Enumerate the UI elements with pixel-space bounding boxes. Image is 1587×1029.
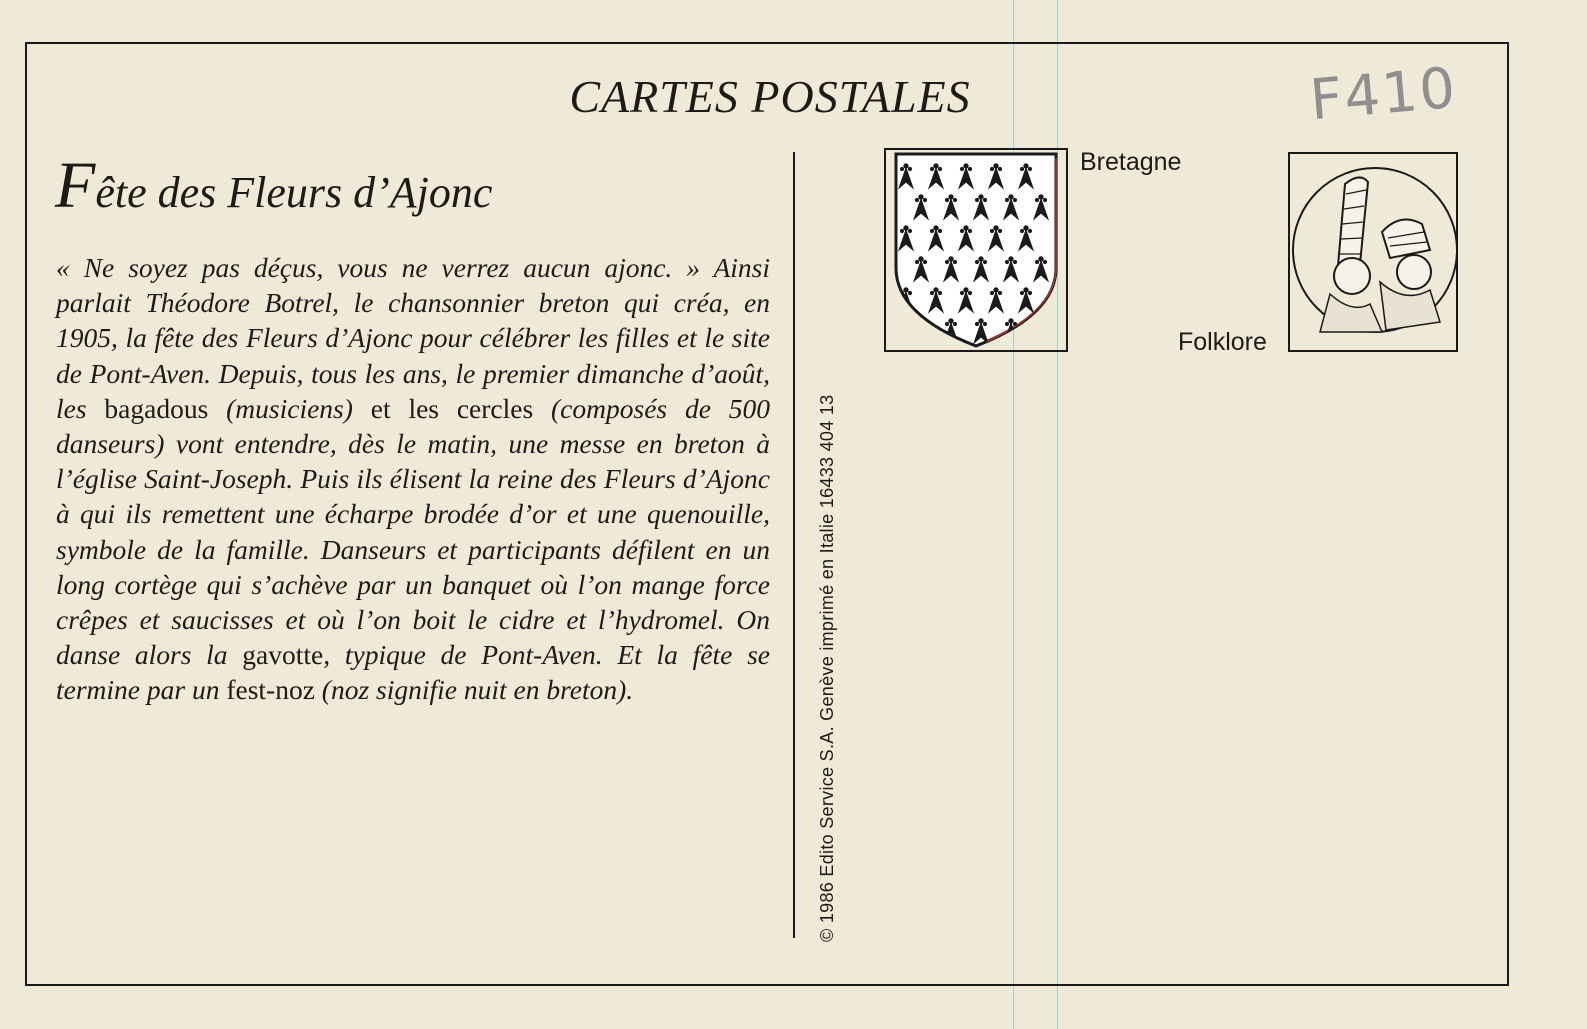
body-segment: bagadous [104,392,227,424]
pencil-annotation: F410 [1307,55,1460,134]
stamp-label-folklore: Folklore [1178,328,1267,356]
body-segment: gavotte [242,639,324,671]
stamp-label-bretagne: Bretagne [1080,148,1182,176]
body-segment: « Ne soyez pas déçus, vous ne verrez aucun ajonc. » Ainsi parlait Théodore Botrel, le chansonnier breton qui créa, en 1905, la fête des Fleurs d’Ajonc pour célébrer les filles et le site de Pont-Aven. Depuis, tous les ans, le premier dimanche d’août, les [56,252,770,424]
ermine-spot [914,319,928,343]
body-segment: et les cercles [370,392,552,424]
header-title: CARTES POSTALES [569,71,971,122]
ermine-spot [1034,319,1048,343]
stamp-bretagne [884,148,1068,352]
card-title [55,148,492,224]
body-segment: , typique de Pont-Aven. Et la fête se termine par un [56,639,770,706]
body-text [56,250,770,708]
breton-women-icon [1290,154,1456,350]
card-title-rest: ête des Fleurs d’Ajonc [95,168,493,217]
body-segment: (composés de 500 danseurs) vont entendre, dès le matin, une messe en breton à l’église Saint-Joseph. Puis ils élisent la reine des Fleurs d’Ajonc à qui ils remettent une écharpe brodée d’or et une quenouille, symbole de la famille. Danseurs et participants défilent en un long cortège qui s’achève par un banquet où l’on mange force crêpes et saucisses et où l’on boit le cidre et l’hydromel. On danse alors la [56,392,770,671]
body-segment: fest-noz [226,674,315,706]
stamp-folklore [1288,152,1458,352]
center-divider [793,152,795,938]
ermine-shield-icon [886,150,1066,350]
publisher-line: © 1986 Edito Service S.A. Genève imprimé en Italie 16433 404 13 [817,394,837,942]
body-segment: (noz signifie nuit en breton). [314,674,634,706]
card-title-initial: F [55,149,96,222]
body-segment: (musiciens) [226,392,371,424]
